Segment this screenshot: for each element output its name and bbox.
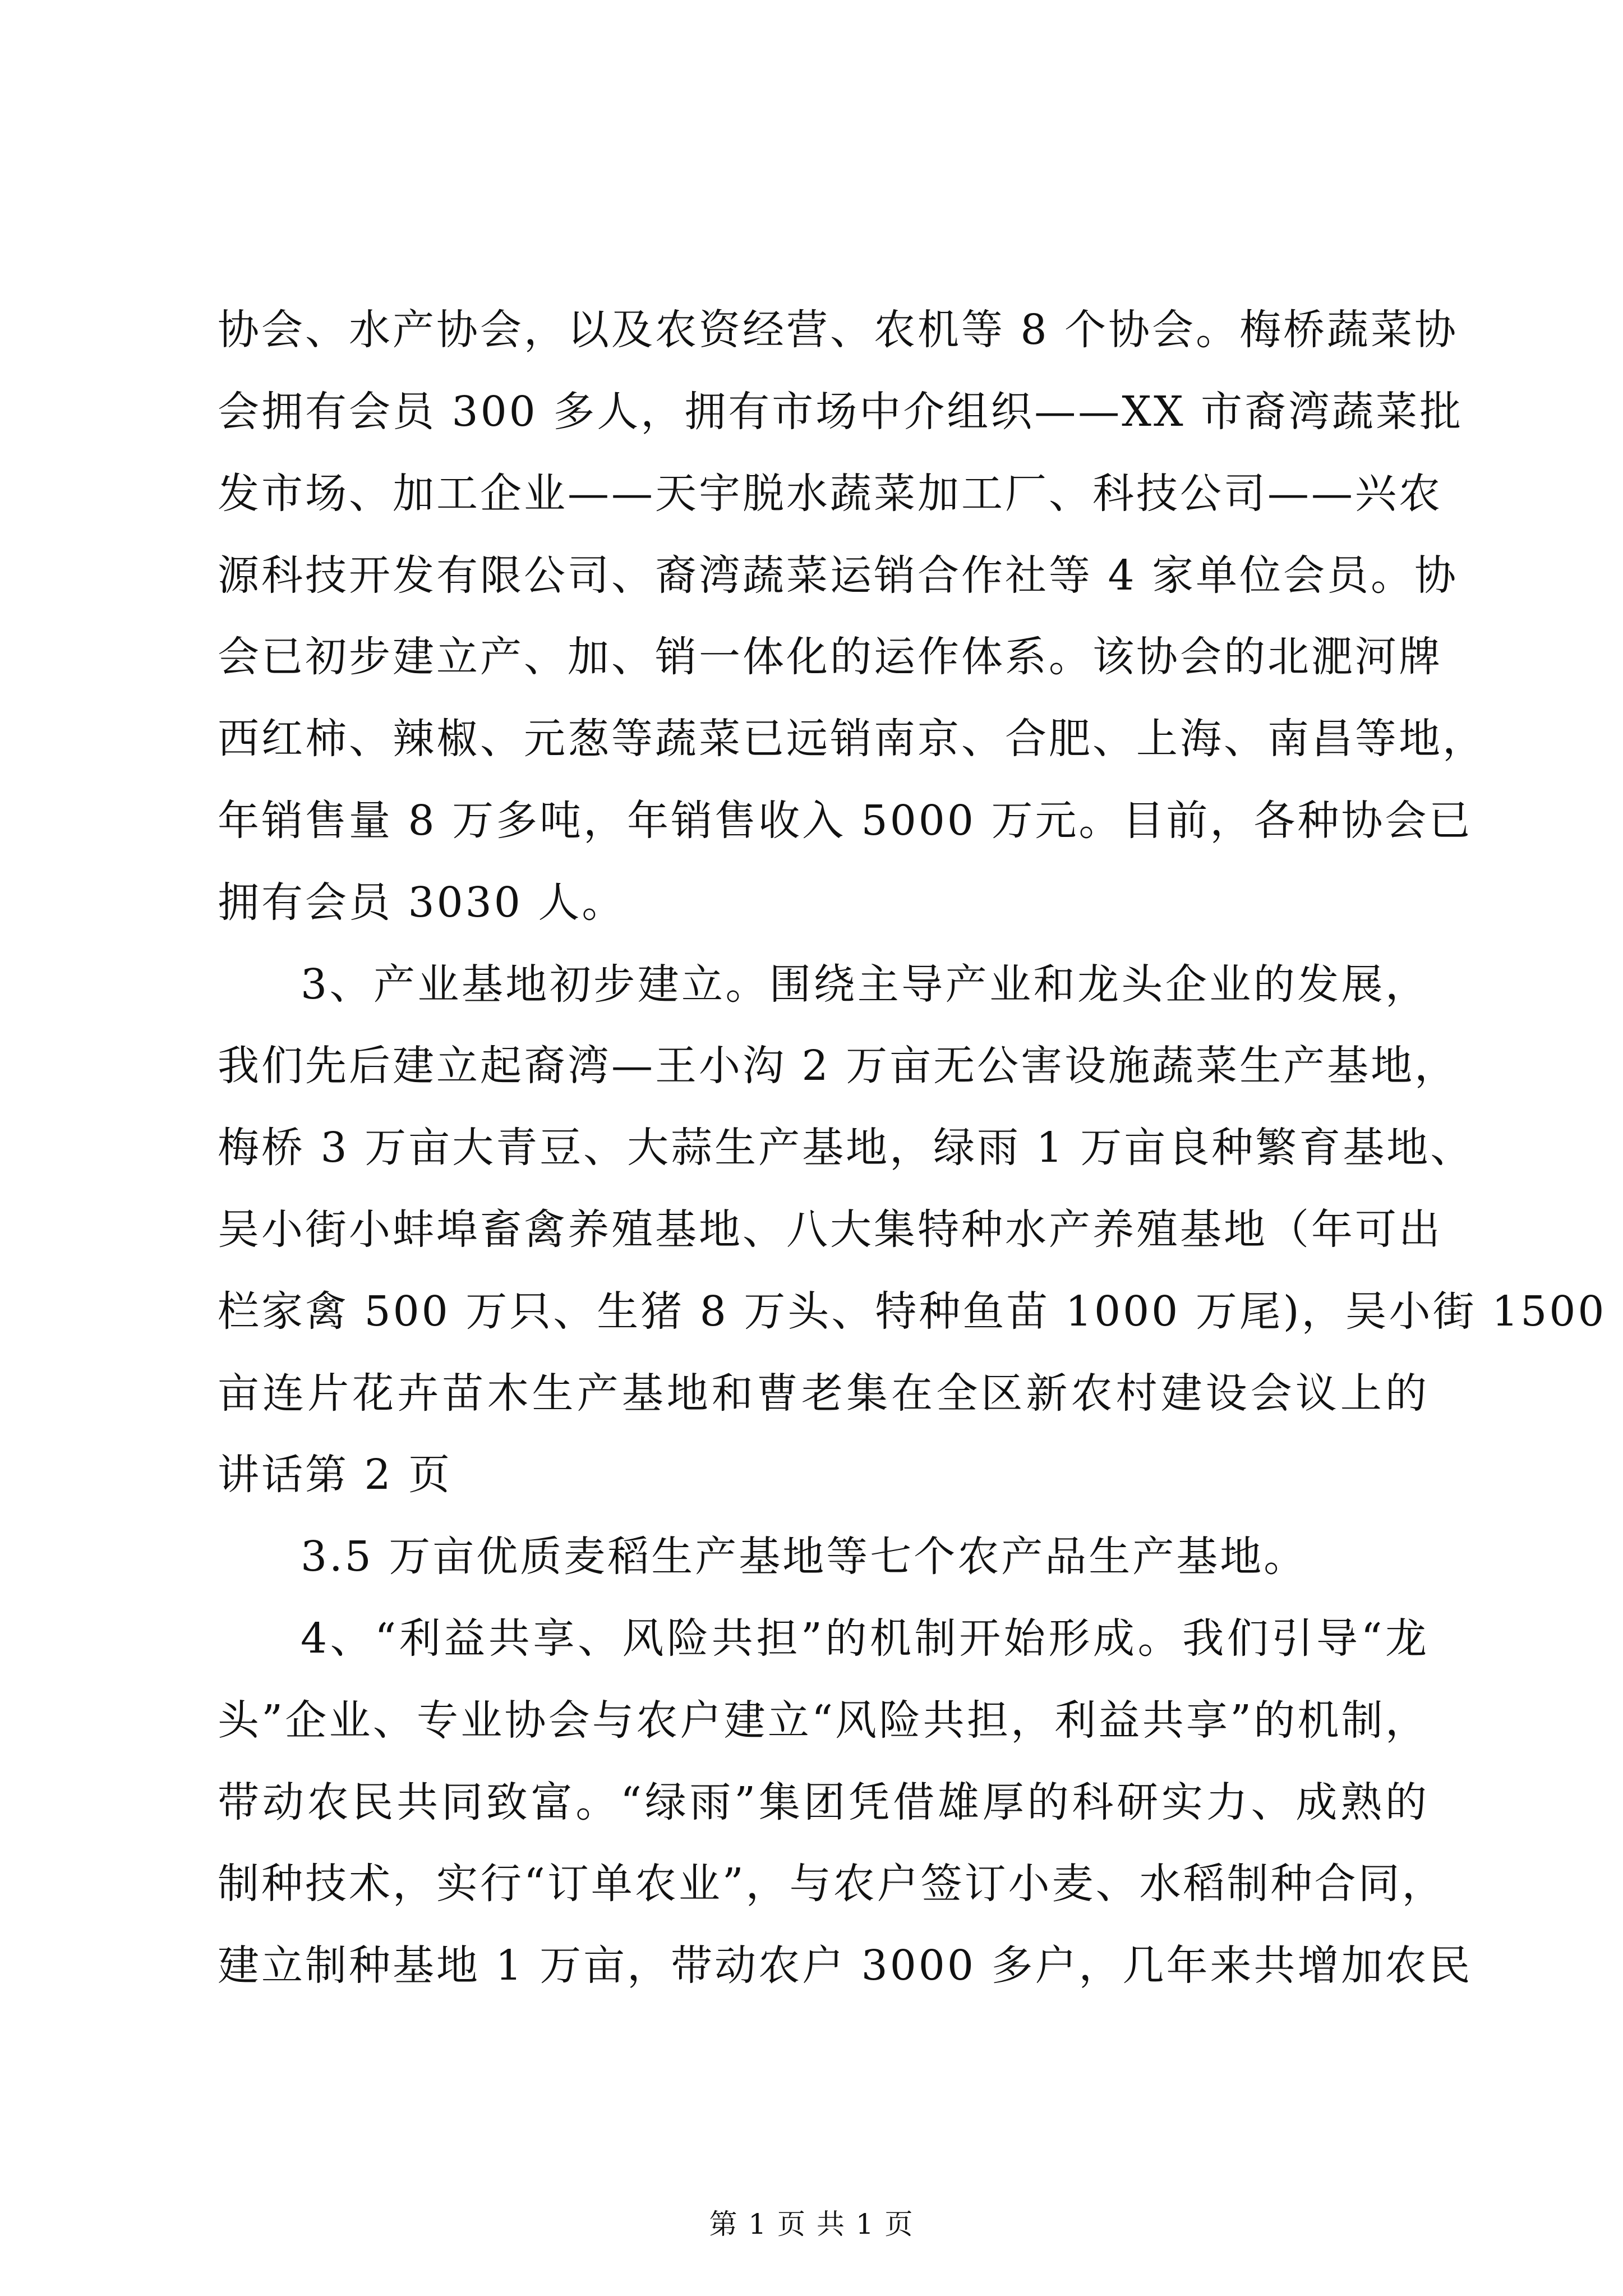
body-line: 协会、水产协会，以及农资经营、农机等 8 个协会。梅桥蔬菜协 [218, 306, 1459, 354]
body-line: 带动农民共同致富。“绿雨”集团凭借雄厚的科研实力、成熟的 [218, 1778, 1429, 1826]
body-line: 建立制种基地 1 万亩，带动农户 3000 多户，几年来共增加农民 [218, 1941, 1473, 1990]
body-line: 亩连片花卉苗木生产基地和曹老集在全区新农村建设会议上的 [218, 1369, 1429, 1418]
body-line: 拥有会员 3030 人。 [218, 878, 626, 927]
body-line: 会拥有会员 300 多人，拥有市场中介组织——XX 市裔湾蔬菜批 [218, 388, 1464, 436]
body-line: 梅桥 3 万亩大青豆、大蒜生产基地，绿雨 1 万亩良种繁育基地、 [218, 1124, 1474, 1172]
body-line: 讲话第 2 页 [218, 1451, 453, 1499]
body-line: 源科技开发有限公司、裔湾蔬菜运销合作社等 4 家单位会员。协 [218, 551, 1459, 600]
body-line: 栏家禽 500 万只、生猪 8 万头、特种鱼苗 1000 万尾)，吴小街 1500 [218, 1287, 1607, 1336]
body-line: 我们先后建立起裔湾—王小沟 2 万亩无公害设施蔬菜生产基地， [218, 1042, 1459, 1090]
page-footer: 第 1 页 共 1 页 [709, 2208, 914, 2240]
paragraph-start-line: 4、“利益共享、风险共担”的机制开始形成。我们引导“龙 [301, 1614, 1429, 1663]
body-line: 西红柿、辣椒、元葱等蔬菜已远销南京、合肥、上海、南昌等地， [218, 715, 1486, 763]
body-line: 吴小街小蚌埠畜禽养殖基地、八大集特种水产养殖基地（年可出 [218, 1205, 1442, 1254]
paragraph-start-line: 3、产业基地初步建立。围绕主导产业和龙头企业的发展， [301, 960, 1429, 1009]
body-line: 头”企业、专业协会与农户建立“风险共担，利益共享”的机制， [218, 1696, 1429, 1745]
paragraph-start-line: 3.5 万亩优质麦稻生产基地等七个农产品生产基地。 [301, 1533, 1308, 1581]
body-line: 制种技术，实行“订单农业”，与农户签订小麦、水稻制种合同， [218, 1860, 1446, 1908]
body-line: 年销售量 8 万多吨，年销售收入 5000 万元。目前，各种协会已 [218, 797, 1473, 845]
body-line: 发市场、加工企业——天宇脱水蔬菜加工厂、科技公司——兴农 [218, 470, 1442, 518]
body-line: 会已初步建立产、加、销一体化的运作体系。该协会的北淝河牌 [218, 633, 1442, 681]
